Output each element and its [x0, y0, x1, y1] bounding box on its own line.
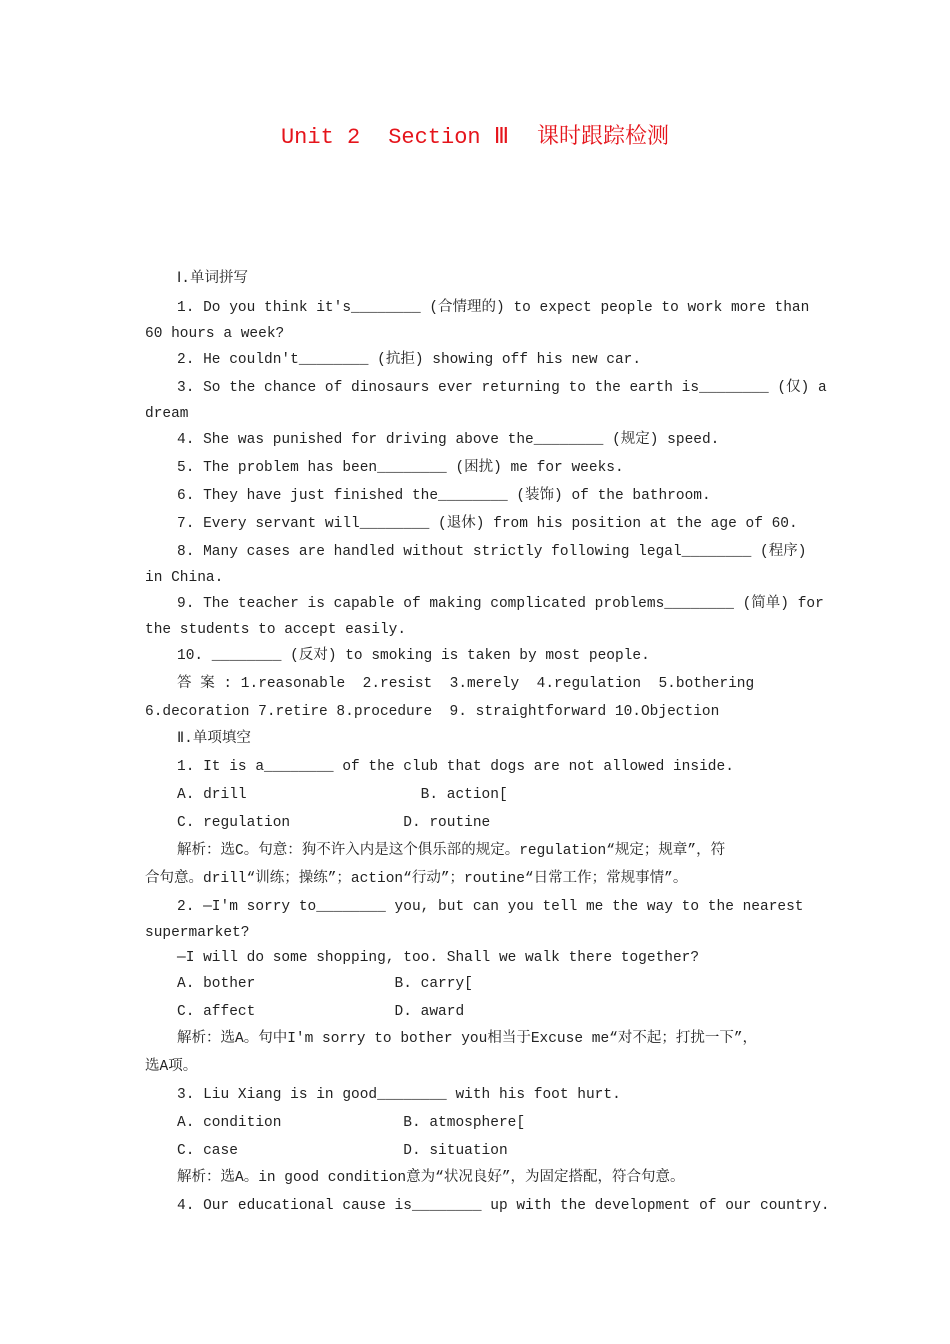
text-line: 10. ________ (反对) to smoking is taken by most people. — [177, 648, 650, 664]
text-line: 6.decoration 7.retire 8.procedure 9. straightforward 10.Objection — [145, 704, 720, 720]
title-section: Section Ⅲ — [388, 125, 509, 150]
text-line: Ⅱ.单项填空 — [177, 731, 251, 747]
text-line: 6. They have just finished the________ (装饰) of the bathroom. — [177, 488, 711, 504]
text-line: 4. Our educational cause is________ up with the development of our country. — [177, 1198, 830, 1214]
text-line: 答 案 : 1.reasonable 2.resist 3.merely 4.regulation 5.bothering — [177, 676, 755, 692]
text-line: 7. Every servant will________ (退休) from his position at the age of 60. — [177, 516, 798, 532]
text-line: A. drill B. action[ — [177, 787, 508, 803]
text-line: A. bother B. carry[ — [177, 976, 473, 992]
text-line: 5. The problem has been________ (困扰) me for weeks. — [177, 460, 624, 476]
text-line: 3. Liu Xiang is in good________ with his foot hurt. — [177, 1087, 621, 1103]
text-line: dream — [145, 406, 189, 422]
text-line: 解析：选A。in good condition意为“状况良好”，为固定搭配，符合句意。 — [177, 1170, 685, 1186]
text-line: 9. The teacher is capable of making complicated problems________ (简单) for — [177, 596, 824, 612]
text-line: 1. Do you think it's________ (合情理的) to expect people to work more than — [177, 300, 810, 316]
text-line: Ⅰ.单词拼写 — [177, 271, 248, 287]
text-line: —I will do some shopping, too. Shall we walk there together? — [177, 950, 700, 966]
text-line: 合句意。drill“训练；操练”；action“行动”；routine“日常工作；常规事情”。 — [145, 871, 688, 887]
page-title — [0, 122, 950, 153]
text-line: 4. She was punished for driving above the________ (规定) speed. — [177, 432, 720, 448]
text-line: 解析：选C。句意：狗不许入内是这个俱乐部的规定。regulation“规定；规章”，符 — [177, 843, 726, 859]
text-line: C. case D. situation — [177, 1143, 508, 1159]
text-line: the students to accept easily. — [145, 622, 407, 638]
text-line: in China. — [145, 570, 224, 586]
text-line: 解析：选A。句中I'm sorry to bother you相当于Excuse me“对不起；打扰一下”， — [177, 1031, 758, 1047]
text-line: supermarket? — [145, 925, 250, 941]
text-line: A. condition B. atmosphere[ — [177, 1115, 526, 1131]
text-line: 1. It is a________ of the club that dogs are not allowed inside. — [177, 759, 734, 775]
title-subtitle: 课时跟踪检测 — [537, 124, 670, 149]
text-line: 2. He couldn't________ (抗拒) showing off his new car. — [177, 352, 642, 368]
text-line: 3. So the chance of dinosaurs ever returning to the earth is________ (仅) a — [177, 380, 827, 396]
text-line: 2. —I'm sorry to________ you, but can you tell me the way to the nearest — [177, 899, 804, 915]
text-line: C. regulation D. routine — [177, 815, 491, 831]
text-line: C. affect D. award — [177, 1004, 465, 1020]
text-line: 选A项。 — [145, 1059, 198, 1075]
title-unit: Unit 2 — [280, 125, 361, 150]
text-line: 8. Many cases are handled without strictly following legal________ (程序) — [177, 544, 807, 560]
text-line: 60 hours a week? — [145, 326, 285, 342]
